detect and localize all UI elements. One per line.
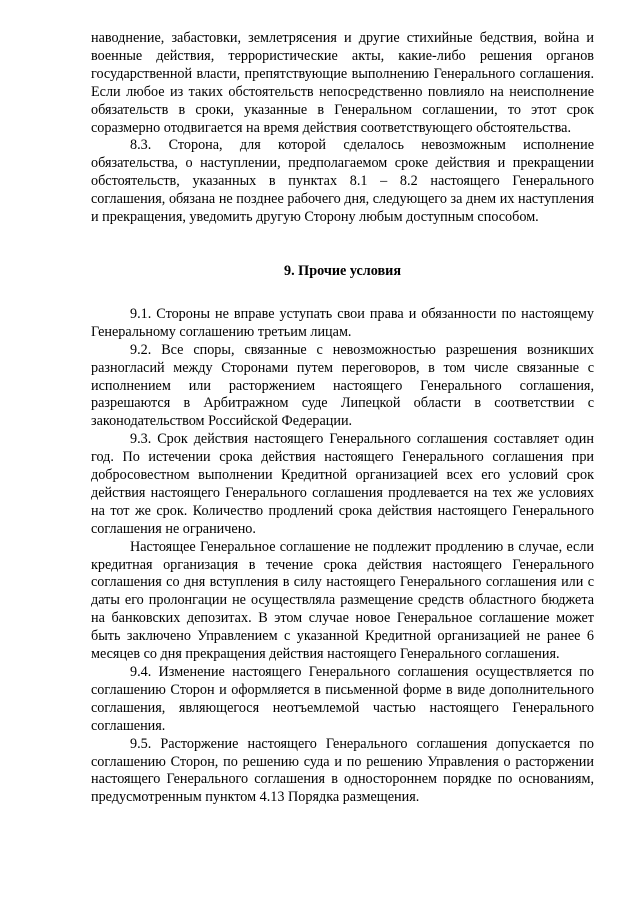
spacer <box>91 281 594 306</box>
paragraph-9-4: 9.4. Изменение настоящего Генерального соглашения осуществляется по соглашению Сторон и оформляется в письменной форме в виде дополнительного соглашения, являющегося неотъемлемой частью настоящего Генерального соглашения. <box>91 664 594 734</box>
paragraph-8-3: 8.3. Сторона, для которой сделалось невозможным исполнение обязательства, о наступлении, предполагаемом сроке действия и прекращении обстоятельств, указанных в пунктах 8.1 – 8.2 настоящего Генерального соглашения, обязана не позднее рабочего дня, следующего за днем их наступления и прекращения, уведомить другую Сторону любым доступным способом. <box>91 137 594 226</box>
section-9-title: 9. Прочие условия <box>283 262 402 279</box>
paragraph-9-1: 9.1. Стороны не вправе уступать свои права и обязанности по настоящему Генеральному соглашению третьим лицам. <box>91 305 594 340</box>
paragraph-9-5: 9.5. Расторжение настоящего Генерального соглашения допускается по соглашению Сторон, по решению суда и по решению Управления о расторжении настоящего Генерального соглашения в одностороннем порядке по основаниям, предусмотренным пунктом 4.13 Порядка размещения. <box>91 735 594 806</box>
paragraph-9-3: 9.3. Срок действия настоящего Генерального соглашения составляет один год. По истечении срока действия настоящего Генерального соглашения при добросовестном выполнении Кредитной организацией всех его условий срок действия настоящего Генерального соглашения продлевается на тех же условиях на тот же срок. Количество продлений срока действия настоящего Генерального соглашения не ограничено. <box>91 431 594 537</box>
spacer <box>91 227 594 263</box>
paragraph-9-2: 9.2. Все споры, связанные с невозможностью разрешения возникших разногласий между Сторонами путем переговоров, в том числе связанные с исполнением или расторжением настоящего Генерального соглашения, разрешаются в Арбитражном суде Липецкой области в соответствии с законодательством Российской Федерации. <box>91 341 594 430</box>
paragraph-8-2-continuation: наводнение, забастовки, землетрясения и другие стихийные бедствия, война и военные действия, террористические акты, какие-либо решения органов государственной власти, препятствующие выполнению Генерального соглашения. Если любое из таких обстоятельств непосредственно повлияло на неисполнение обязательств в сроки, указанные в Генеральном соглашении, то этот срок соразмерно отодвигается на время действия соответствующего обстоятельства. <box>91 30 594 136</box>
paragraph-9-3-extension: Настоящее Генеральное соглашение не подлежит продлению в случае, если кредитная организация в течение срока действия настоящего Генерального соглашения со дня вступления в силу настоящего Генерального соглашения или с даты его пролонгации не осуществляла размещение средств областного бюджета на банковских депозитах. В этом случае новое Генеральное соглашение может быть заключено Управлением с указанной Кредитной организацией не ранее 6 месяцев со дня прекращения действия настоящего Генерального соглашения. <box>91 538 594 663</box>
document-page <box>91 30 594 807</box>
